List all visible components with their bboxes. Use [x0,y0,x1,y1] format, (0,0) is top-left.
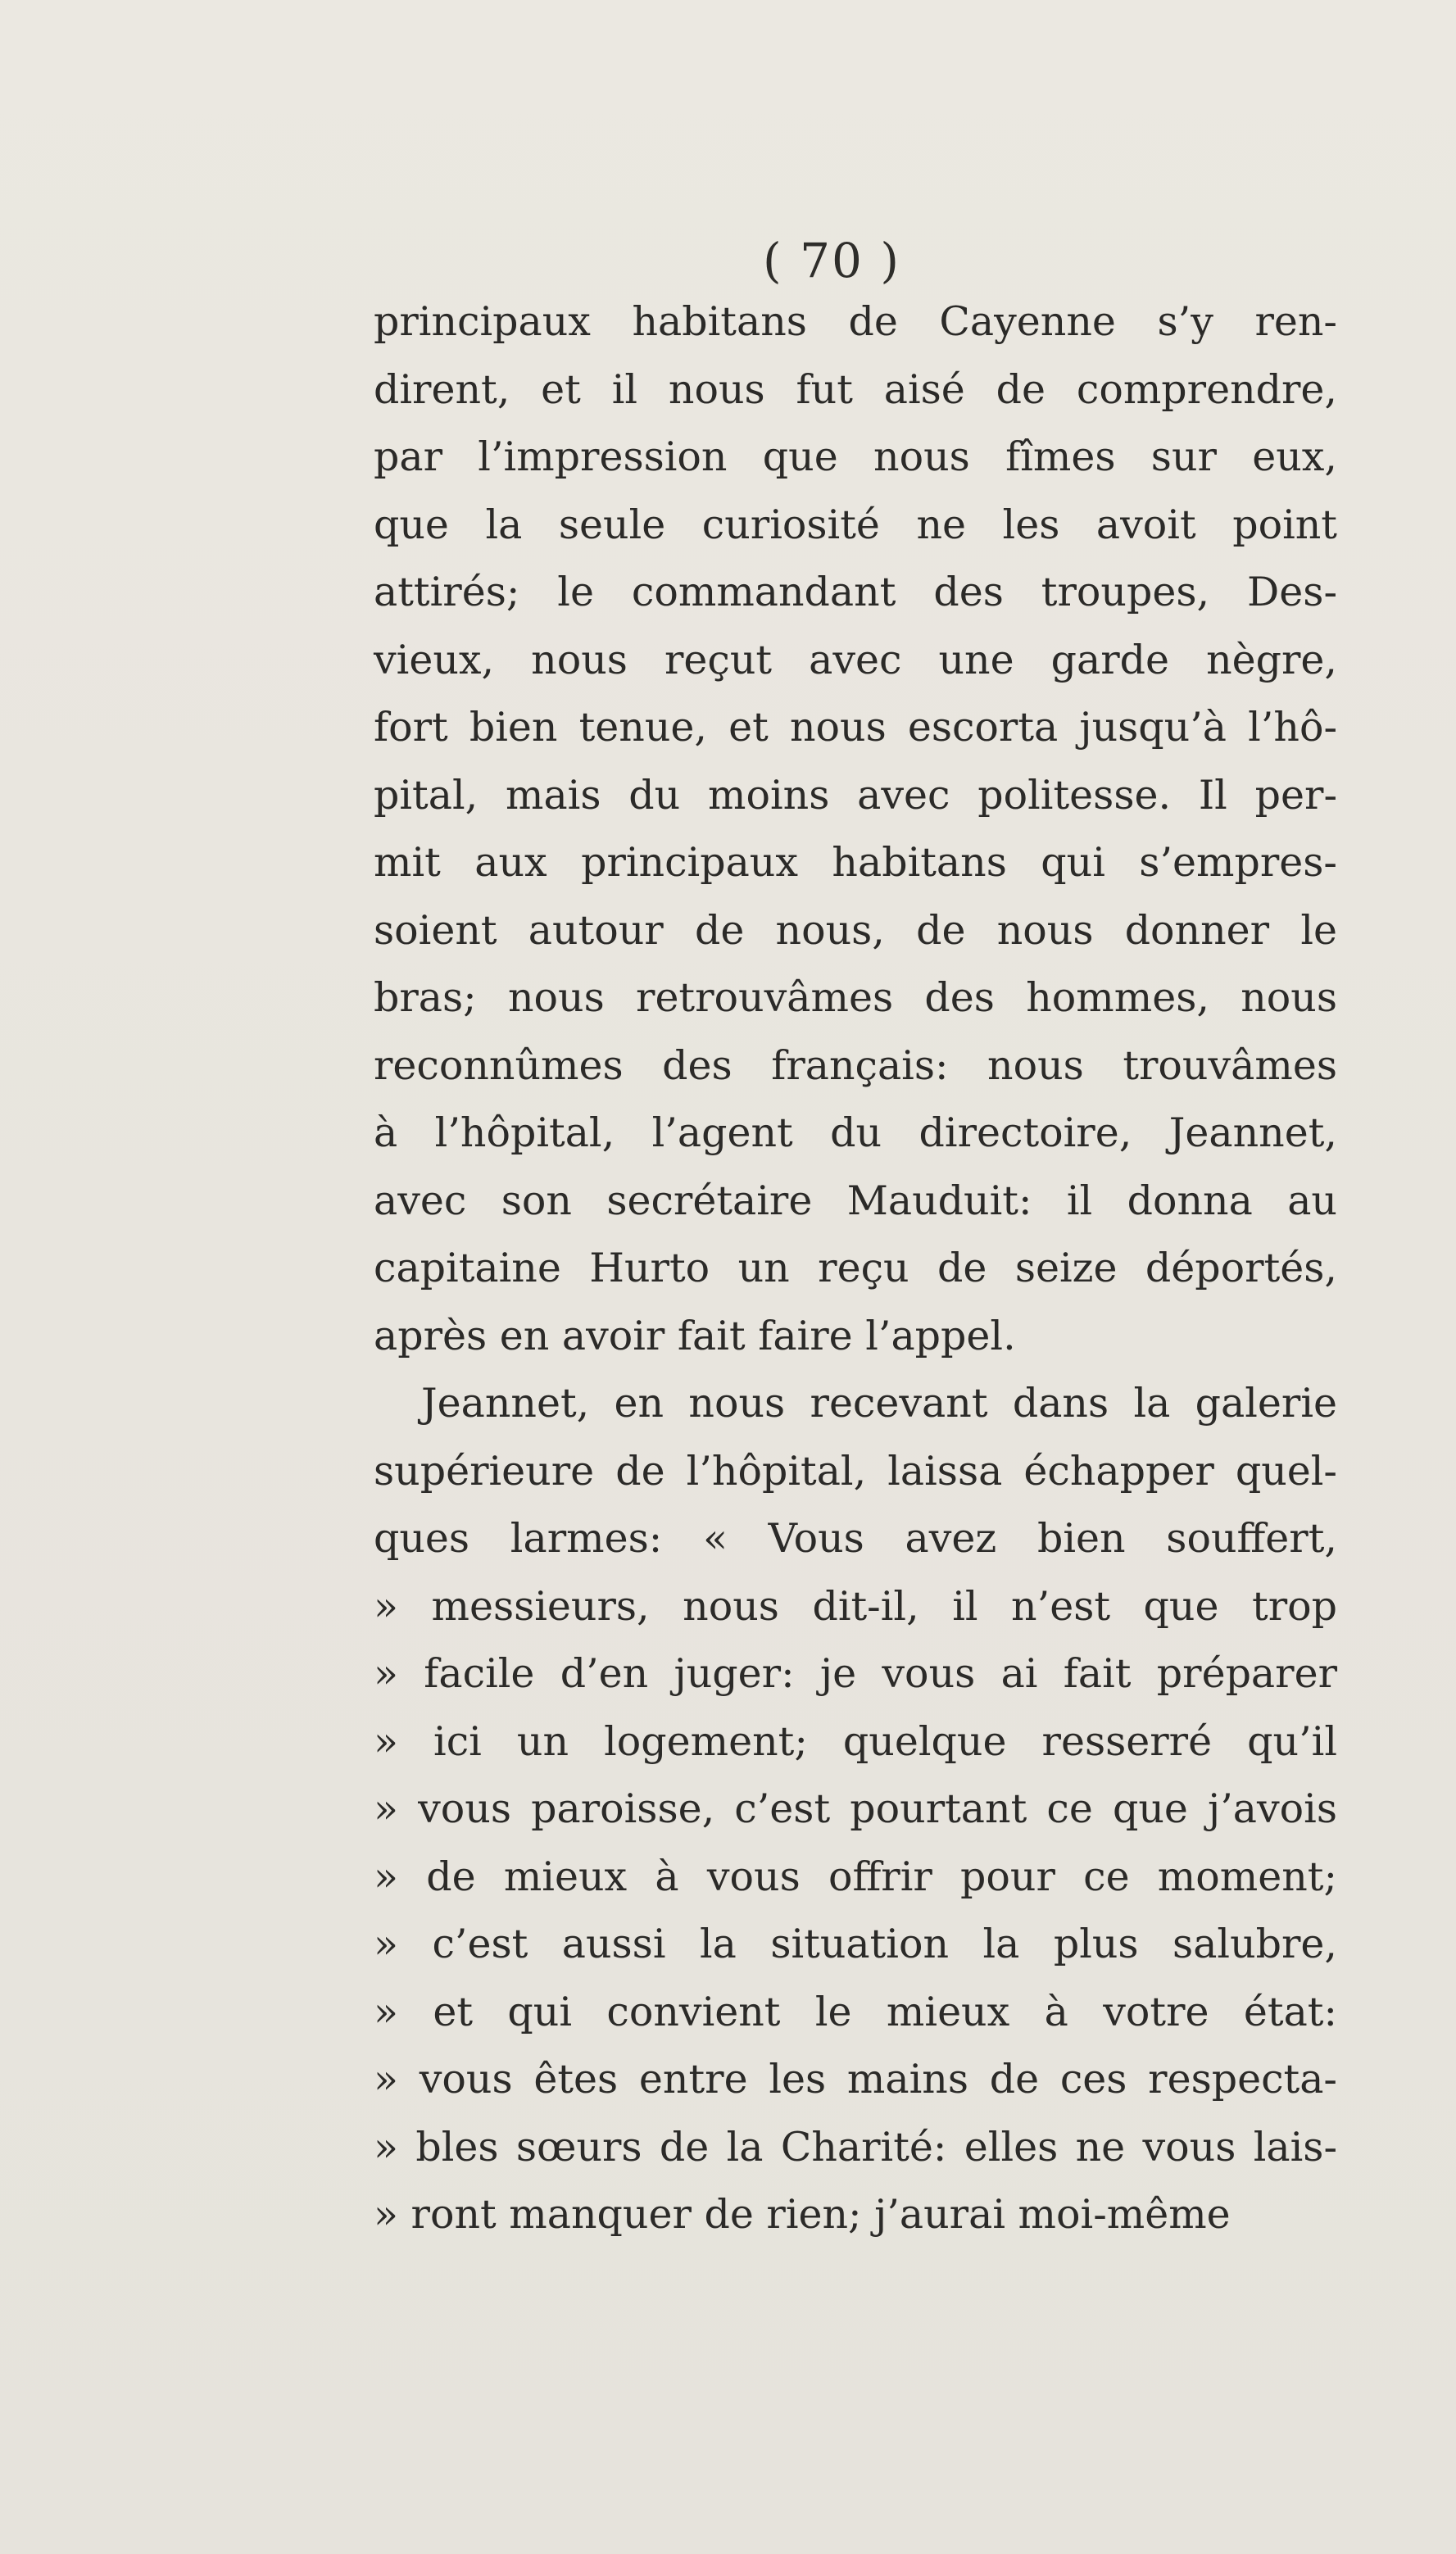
text-line: vieux, nous reçut avec une garde nègre, [374,636,1337,683]
text-line: bras; nous retrouvâmes des hommes, nous [374,974,1337,1021]
text-line: par l’impression que nous fîmes sur eux, [374,433,1337,480]
quote-line: » ici un logement; quelque resserré qu’il [374,1717,1337,1765]
text-line: dirent, et il nous fut aisé de comprendre, [374,365,1337,413]
text-line: fort bien tenue, et nous escorta jusqu’à l’hô- [374,704,1337,751]
quote-line: » messieurs, nous dit-il, il n’est que trop [374,1582,1337,1630]
quote-line: » et qui convient le mieux à votre état: [374,1988,1337,2035]
paragraph-start-line: Jeannet, en nous recevant dans la galerie [421,1380,1337,1427]
text-line: capitaine Hurto un reçu de seize déportés, [374,1245,1337,1291]
text-line: que la seule curiosité ne les avoit point [374,501,1337,548]
text-line: attirés; le commandant des troupes, Des- [374,569,1337,615]
text-line: ques larmes: « Vous avez bien souffert, [374,1515,1337,1562]
text-line: pital, mais du moins avec politesse. Il per- [374,771,1337,819]
quote-line: » vous êtes entre les mains de ces respecta- [374,2056,1337,2103]
quote-line: » facile d’en juger: je vous ai fait préparer [374,1650,1337,1697]
body-text [374,288,1337,2249]
text-line: à l’hôpital, l’agent du directoire, Jeannet, [374,1109,1337,1156]
text-line: principaux habitans de Cayenne s’y ren- [374,298,1337,345]
page-number: ( 70 ) [763,233,900,288]
quote-line: » c’est aussi la situation la plus salubre, [374,1921,1337,1967]
text-line: mit aux principaux habitans qui s’empres- [374,839,1337,886]
text-line: soient autour de nous, de nous donner le [374,906,1337,954]
quote-line: » vous paroisse, c’est pourtant ce que j’avois [374,1785,1337,1832]
text-line: supérieure de l’hôpital, laissa échapper quel- [374,1447,1337,1495]
quote-line: » de mieux à vous offrir pour ce moment; [374,1853,1337,1900]
quote-line: » ront manquer de rien; j’aurai moi-même [374,2191,1231,2238]
paragraph-end-line: après en avoir fait faire l’appel. [374,1312,1016,1359]
text-line: avec son secrétaire Mauduit: il donna au [374,1177,1337,1224]
quote-line: » bles sœurs de la Charité: elles ne vous lais- [374,2123,1337,2171]
text-line: reconnûmes des français: nous trouvâmes [374,1041,1337,1089]
